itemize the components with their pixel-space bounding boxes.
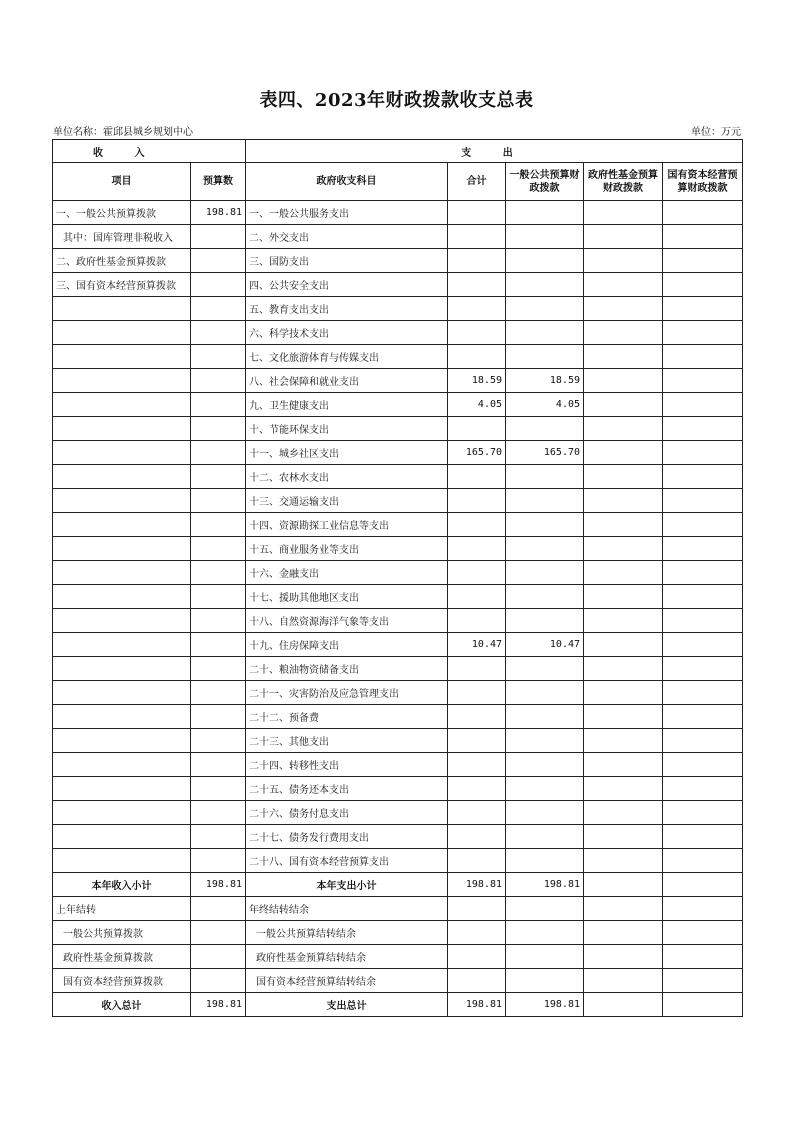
income-budget-cell	[191, 825, 246, 849]
carry-fund-cell	[584, 969, 663, 993]
expense-subject-cell: 十、节能环保支出	[246, 417, 448, 441]
carry-subject-cell: 年终结转结余	[246, 897, 448, 921]
expense-general-cell	[506, 321, 584, 345]
expense-total-cell	[448, 609, 506, 633]
income-item-cell: 一、一般公共预算拨款	[53, 201, 191, 225]
table-row	[53, 705, 743, 729]
expense-total-cell	[448, 753, 506, 777]
carry-state-cell	[663, 921, 743, 945]
expense-general-cell	[506, 201, 584, 225]
income-budget-cell	[191, 585, 246, 609]
table-row	[53, 369, 743, 393]
carry-total-cell	[448, 897, 506, 921]
expense-subject-cell: 十六、金融支出	[246, 561, 448, 585]
income-budget-cell	[191, 705, 246, 729]
expense-subject-cell: 六、科学技术支出	[246, 321, 448, 345]
expense-state-cell	[663, 465, 743, 489]
income-budget-cell	[191, 513, 246, 537]
table-row	[53, 297, 743, 321]
expense-general-cell	[506, 729, 584, 753]
expense-fund-cell	[584, 729, 663, 753]
income-section-header: 收 入	[53, 140, 246, 163]
expense-fund-cell	[584, 513, 663, 537]
income-budget-cell	[191, 465, 246, 489]
expense-state-cell	[663, 561, 743, 585]
expense-general-cell	[506, 489, 584, 513]
expense-state-cell	[663, 849, 743, 873]
col-header-total: 合计	[448, 163, 506, 201]
income-item-cell	[53, 585, 191, 609]
income-budget-cell	[191, 273, 246, 297]
expense-state-cell	[663, 201, 743, 225]
col-header-subject: 政府收支科目	[246, 163, 448, 201]
page-title: 表四、2023年财政拨款收支总表	[259, 90, 534, 111]
table-row	[53, 249, 743, 273]
expense-fund-cell	[584, 465, 663, 489]
income-item-cell	[53, 393, 191, 417]
expense-subject-cell: 四、公共安全支出	[246, 273, 448, 297]
expense-general-cell	[506, 297, 584, 321]
expense-fund-cell	[584, 417, 663, 441]
carry-income-cell: 政府性基金预算拨款	[53, 945, 191, 969]
income-budget-cell	[191, 777, 246, 801]
income-budget-cell	[191, 537, 246, 561]
expense-state-cell	[663, 729, 743, 753]
expense-state-cell	[663, 777, 743, 801]
expense-section-header: 支 出	[246, 140, 743, 163]
carry-total-cell	[448, 969, 506, 993]
expense-state-cell	[663, 273, 743, 297]
expense-general-cell	[506, 537, 584, 561]
expense-state-cell	[663, 513, 743, 537]
table-row	[53, 561, 743, 585]
expense-total-cell: 4.05	[448, 393, 506, 417]
income-item-cell	[53, 297, 191, 321]
table-row	[53, 681, 743, 705]
expense-state-cell	[663, 753, 743, 777]
expense-state-cell	[663, 681, 743, 705]
expense-subtotal-label: 本年支出小计	[246, 873, 448, 897]
expense-total-cell	[448, 225, 506, 249]
expense-general-cell: 4.05	[506, 393, 584, 417]
income-item-cell	[53, 777, 191, 801]
table-row	[53, 825, 743, 849]
table-row	[53, 321, 743, 345]
carry-income-cell: 一般公共预算拨款	[53, 921, 191, 945]
expense-general-cell	[506, 705, 584, 729]
expense-state-cell	[663, 393, 743, 417]
income-item-cell	[53, 489, 191, 513]
income-budget-cell	[191, 657, 246, 681]
expense-subtotal-state	[663, 873, 743, 897]
expense-state-cell	[663, 345, 743, 369]
expense-fund-cell	[584, 777, 663, 801]
carry-general-cell	[506, 945, 584, 969]
income-budget-cell	[191, 249, 246, 273]
expense-total-cell	[448, 729, 506, 753]
expense-total-cell	[448, 249, 506, 273]
expense-fund-cell	[584, 657, 663, 681]
carry-income-cell: 上年结转	[53, 897, 191, 921]
expense-subject-cell: 十二、农林水支出	[246, 465, 448, 489]
expense-state-cell	[663, 417, 743, 441]
expense-total-cell	[448, 201, 506, 225]
expense-fund-cell	[584, 705, 663, 729]
expense-state-cell	[663, 825, 743, 849]
income-budget-cell	[191, 417, 246, 441]
expense-fund-cell	[584, 561, 663, 585]
budget-table	[52, 139, 743, 1017]
expense-general-cell: 165.70	[506, 441, 584, 465]
carry-state-cell	[663, 945, 743, 969]
table-row	[53, 345, 743, 369]
carry-budget-cell	[191, 921, 246, 945]
grand-total-row	[53, 993, 743, 1017]
col-header-general: 一般公共预算财政拨款	[506, 163, 584, 201]
expense-general-cell: 18.59	[506, 369, 584, 393]
expense-general-cell: 10.47	[506, 633, 584, 657]
income-item-cell	[53, 705, 191, 729]
carry-general-cell	[506, 921, 584, 945]
expense-state-cell	[663, 585, 743, 609]
expense-total-cell	[448, 297, 506, 321]
expense-subject-cell: 十五、商业服务业等支出	[246, 537, 448, 561]
carry-row	[53, 945, 743, 969]
income-budget-cell	[191, 849, 246, 873]
table-row	[53, 609, 743, 633]
table-row	[53, 537, 743, 561]
col-header-budget: 预算数	[191, 163, 246, 201]
income-budget-cell	[191, 729, 246, 753]
unit-label: 单位：万元	[691, 127, 741, 138]
expense-total-cell	[448, 417, 506, 441]
expense-fund-cell	[584, 849, 663, 873]
carry-fund-cell	[584, 945, 663, 969]
expense-general-cell	[506, 249, 584, 273]
expense-subtotal-total: 198.81	[448, 873, 506, 897]
expense-general-cell	[506, 657, 584, 681]
expense-subject-cell: 二十、粮油物资储备支出	[246, 657, 448, 681]
carry-subject-cell: 政府性基金预算结转结余	[246, 945, 448, 969]
expense-fund-cell	[584, 633, 663, 657]
expense-total-cell	[448, 705, 506, 729]
expense-total-cell	[448, 801, 506, 825]
section-header-row	[53, 140, 743, 163]
carry-total-cell	[448, 945, 506, 969]
table-row	[53, 801, 743, 825]
expense-general-cell	[506, 849, 584, 873]
expense-state-cell	[663, 321, 743, 345]
expense-state-cell	[663, 369, 743, 393]
expense-general-cell	[506, 513, 584, 537]
expense-general-cell	[506, 681, 584, 705]
expense-state-cell	[663, 225, 743, 249]
carry-state-cell	[663, 969, 743, 993]
expense-total-cell	[448, 681, 506, 705]
unit-name: 单位名称：霍邱县城乡规划中心	[53, 127, 193, 138]
expense-subject-cell: 三、国防支出	[246, 249, 448, 273]
expense-fund-cell	[584, 825, 663, 849]
table-row	[53, 729, 743, 753]
income-item-cell: 三、国有资本经营预算拨款	[53, 273, 191, 297]
expense-general-cell	[506, 273, 584, 297]
expense-fund-cell	[584, 225, 663, 249]
expense-subject-cell: 二十六、债务付息支出	[246, 801, 448, 825]
expense-subject-cell: 九、卫生健康支出	[246, 393, 448, 417]
expense-subtotal-fund	[584, 873, 663, 897]
expense-subject-cell: 八、社会保障和就业支出	[246, 369, 448, 393]
income-item-cell	[53, 657, 191, 681]
expense-total-cell	[448, 537, 506, 561]
income-budget-cell	[191, 753, 246, 777]
expense-subject-cell: 二十二、预备费	[246, 705, 448, 729]
income-budget-cell	[191, 393, 246, 417]
col-header-state: 国有资本经营预算财政拨款	[663, 163, 743, 201]
table-row	[53, 585, 743, 609]
income-budget-cell	[191, 297, 246, 321]
expense-total-cell	[448, 321, 506, 345]
table-row	[53, 201, 743, 225]
expense-subject-cell: 一、一般公共服务支出	[246, 201, 448, 225]
expense-subject-cell: 十三、交通运输支出	[246, 489, 448, 513]
expense-subject-cell: 二十四、转移性支出	[246, 753, 448, 777]
expense-total-cell	[448, 825, 506, 849]
expense-total-cell	[448, 513, 506, 537]
carry-general-cell	[506, 897, 584, 921]
income-item-cell	[53, 513, 191, 537]
col-header-fund: 政府性基金预算财政拨款	[584, 163, 663, 201]
carry-total-cell	[448, 921, 506, 945]
table-row	[53, 657, 743, 681]
income-item-cell	[53, 561, 191, 585]
expense-state-cell	[663, 297, 743, 321]
expense-subtotal-general: 198.81	[506, 873, 584, 897]
expense-fund-cell	[584, 201, 663, 225]
expense-fund-cell	[584, 585, 663, 609]
income-budget-cell	[191, 225, 246, 249]
col-header-item: 项目	[53, 163, 191, 201]
expense-general-cell	[506, 801, 584, 825]
expense-subject-cell: 二十三、其他支出	[246, 729, 448, 753]
expense-subject-cell: 十八、自然资源海洋气象等支出	[246, 609, 448, 633]
carry-row	[53, 897, 743, 921]
income-budget-cell	[191, 489, 246, 513]
expense-subject-cell: 十一、城乡社区支出	[246, 441, 448, 465]
income-budget-cell	[191, 345, 246, 369]
expense-fund-cell	[584, 681, 663, 705]
expense-subject-cell: 十四、资源勘探工业信息等支出	[246, 513, 448, 537]
expense-total-cell	[448, 585, 506, 609]
expense-subject-cell: 五、教育支出支出	[246, 297, 448, 321]
expense-general-cell	[506, 777, 584, 801]
carry-budget-cell	[191, 945, 246, 969]
expense-state-cell	[663, 705, 743, 729]
expense-fund-cell	[584, 297, 663, 321]
expense-fund-cell	[584, 321, 663, 345]
carry-subject-cell: 一般公共预算结转结余	[246, 921, 448, 945]
expense-subject-cell: 二、外交支出	[246, 225, 448, 249]
expense-general-cell	[506, 825, 584, 849]
expense-fund-cell	[584, 393, 663, 417]
expense-total-cell	[448, 345, 506, 369]
income-item-cell	[53, 537, 191, 561]
income-item-cell	[53, 609, 191, 633]
income-item-cell	[53, 345, 191, 369]
expense-fund-cell	[584, 369, 663, 393]
carry-fund-cell	[584, 897, 663, 921]
income-budget-cell	[191, 633, 246, 657]
expense-state-cell	[663, 537, 743, 561]
table-row	[53, 465, 743, 489]
table-row	[53, 633, 743, 657]
expense-fund-cell	[584, 609, 663, 633]
table-row	[53, 513, 743, 537]
expense-subject-cell: 二十八、国有资本经营预算支出	[246, 849, 448, 873]
expense-total-cell	[448, 465, 506, 489]
carry-budget-cell	[191, 897, 246, 921]
expense-fund-cell	[584, 273, 663, 297]
expense-fund-cell	[584, 441, 663, 465]
expense-grand-fund	[584, 993, 663, 1017]
expense-fund-cell	[584, 489, 663, 513]
expense-total-cell: 18.59	[448, 369, 506, 393]
carry-subject-cell: 国有资本经营预算结转结余	[246, 969, 448, 993]
income-item-cell	[53, 753, 191, 777]
expense-fund-cell	[584, 801, 663, 825]
income-item-cell	[53, 825, 191, 849]
expense-state-cell	[663, 489, 743, 513]
expense-subject-cell: 十九、住房保障支出	[246, 633, 448, 657]
expense-general-cell	[506, 585, 584, 609]
income-budget-cell	[191, 561, 246, 585]
expense-total-cell: 165.70	[448, 441, 506, 465]
column-header-row	[53, 163, 743, 201]
income-total-label: 收入总计	[53, 993, 191, 1017]
expense-grand-state	[663, 993, 743, 1017]
income-budget-cell	[191, 441, 246, 465]
carry-state-cell	[663, 897, 743, 921]
income-subtotal-label: 本年收入小计	[53, 873, 191, 897]
table-row	[53, 441, 743, 465]
expense-state-cell	[663, 657, 743, 681]
expense-total-cell	[448, 273, 506, 297]
expense-general-cell	[506, 561, 584, 585]
expense-total-cell: 10.47	[448, 633, 506, 657]
carry-row	[53, 921, 743, 945]
table-row	[53, 273, 743, 297]
expense-fund-cell	[584, 345, 663, 369]
income-item-cell	[53, 369, 191, 393]
table-row	[53, 849, 743, 873]
table-row	[53, 393, 743, 417]
expense-total-cell	[448, 489, 506, 513]
income-item-cell	[53, 633, 191, 657]
expense-total-cell	[448, 561, 506, 585]
expense-subject-cell: 十七、援助其他地区支出	[246, 585, 448, 609]
expense-general-cell	[506, 345, 584, 369]
income-item-cell	[53, 849, 191, 873]
expense-state-cell	[663, 249, 743, 273]
income-budget-cell: 198.81	[191, 201, 246, 225]
table-row	[53, 225, 743, 249]
expense-grand-general: 198.81	[506, 993, 584, 1017]
expense-total-cell	[448, 849, 506, 873]
table-row	[53, 489, 743, 513]
income-item-cell	[53, 321, 191, 345]
carry-row	[53, 969, 743, 993]
income-item-cell	[53, 801, 191, 825]
expense-fund-cell	[584, 753, 663, 777]
subtotal-row	[53, 873, 743, 897]
expense-grand-total: 198.81	[448, 993, 506, 1017]
income-budget-cell	[191, 369, 246, 393]
carry-budget-cell	[191, 969, 246, 993]
expense-fund-cell	[584, 537, 663, 561]
carry-general-cell	[506, 969, 584, 993]
expense-subject-cell: 七、文化旅游体育与传媒支出	[246, 345, 448, 369]
income-budget-cell	[191, 321, 246, 345]
expense-general-cell	[506, 225, 584, 249]
table-row	[53, 753, 743, 777]
expense-subject-cell: 二十五、债务还本支出	[246, 777, 448, 801]
expense-total-label: 支出总计	[246, 993, 448, 1017]
expense-state-cell	[663, 609, 743, 633]
income-item-cell	[53, 441, 191, 465]
income-total-value: 198.81	[191, 993, 246, 1017]
carry-income-cell: 国有资本经营预算拨款	[53, 969, 191, 993]
income-item-cell: 二、政府性基金预算拨款	[53, 249, 191, 273]
income-item-cell	[53, 465, 191, 489]
expense-total-cell	[448, 777, 506, 801]
expense-fund-cell	[584, 249, 663, 273]
expense-subject-cell: 二十七、债务发行费用支出	[246, 825, 448, 849]
expense-total-cell	[448, 657, 506, 681]
income-item-cell: 其中：国库管理非税收入	[53, 225, 191, 249]
expense-subject-cell: 二十一、灾害防治及应急管理支出	[246, 681, 448, 705]
expense-state-cell	[663, 801, 743, 825]
expense-general-cell	[506, 465, 584, 489]
expense-state-cell	[663, 633, 743, 657]
income-budget-cell	[191, 801, 246, 825]
income-item-cell	[53, 729, 191, 753]
income-item-cell	[53, 417, 191, 441]
expense-general-cell	[506, 417, 584, 441]
income-budget-cell	[191, 609, 246, 633]
table-row	[53, 777, 743, 801]
carry-fund-cell	[584, 921, 663, 945]
income-budget-cell	[191, 681, 246, 705]
expense-state-cell	[663, 441, 743, 465]
income-subtotal-value: 198.81	[191, 873, 246, 897]
table-row	[53, 417, 743, 441]
expense-general-cell	[506, 753, 584, 777]
expense-general-cell	[506, 609, 584, 633]
income-item-cell	[53, 681, 191, 705]
